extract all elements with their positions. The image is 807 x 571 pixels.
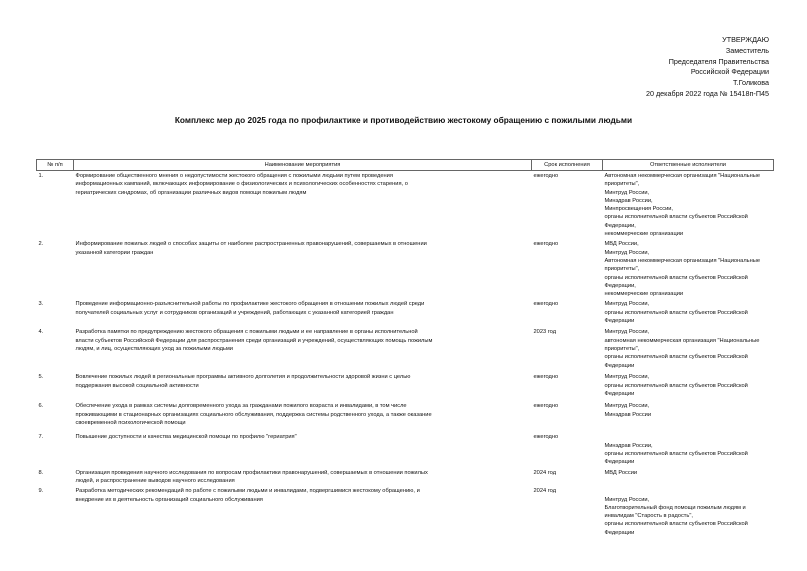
- table-row: [37, 486, 774, 538]
- activity-line: людям, и лиц, осуществляющих уход за пожилыми людьми: [75, 346, 233, 353]
- row-number: 8.: [38, 469, 44, 476]
- row-executors: [603, 486, 774, 538]
- table-row: [37, 327, 774, 372]
- header-number: № п/п: [37, 160, 74, 171]
- approval-position-line: Председателя Правительства: [668, 56, 769, 66]
- row-activity: [74, 239, 532, 299]
- executor-line: Федерации,: [604, 282, 636, 289]
- executor-line: приоритеты",: [604, 346, 640, 353]
- table-row: [37, 401, 774, 432]
- activity-line: Формирование общественного мнения о недопустимости жестокого обращения с пожилыми людьми путем проведения: [75, 173, 393, 179]
- executor-line: органы исполнительной власти субъектов Российской: [604, 382, 748, 389]
- executor-line: Минтруд России,: [604, 329, 650, 336]
- executor-line: [605, 487, 772, 495]
- row-executors: [603, 432, 774, 467]
- activity-line: проживающими в стационарных организациях социального обслуживания, поддержка системы родственного ухода, а также оказание: [75, 411, 432, 418]
- activity-line: Разработка методических рекомендаций по работе с пожилыми людьми и инвалидами, подвергшимися жестокому обращению, и: [75, 488, 420, 495]
- executor-line: МВД России,: [604, 241, 639, 248]
- activity-line: Вовлечение пожилых людей в региональные программы активного долголетия и продолжительности здоровой жизни с целью: [75, 374, 411, 381]
- row-executors: [603, 239, 774, 299]
- document-title: Комплекс мер до 2025 года по профилактике и противодействию жестокому обращению с пожилыми людьми: [174, 115, 633, 125]
- executor-line: Федерации: [604, 391, 635, 398]
- executor-line: Федерации: [604, 318, 635, 325]
- row-number: 9.: [38, 488, 44, 495]
- row-executors: [603, 327, 774, 372]
- executor-line: некоммерческие организации: [604, 231, 684, 238]
- executor-line: МВД России: [604, 469, 638, 476]
- header-term: Срок исполнения: [532, 160, 603, 171]
- activity-line: своевременной психологической помощи: [75, 420, 186, 427]
- executor-line: инвалидам "Старость в радость",: [604, 513, 693, 520]
- row-executors: [603, 468, 774, 487]
- executor-line: Автономная некоммерческая организация "Национальные: [604, 257, 761, 264]
- executor-line: Минтруд России,: [604, 301, 650, 308]
- table-row: [37, 372, 774, 401]
- activity-line: Разработка памятки по предупреждению жестокого обращения с пожилыми людьми и ее направление в органы исполнительной: [75, 329, 418, 336]
- row-number: 5.: [38, 374, 44, 381]
- executor-line: Минтруд России,: [604, 403, 650, 410]
- row-activity: [74, 327, 532, 372]
- row-executors: [603, 299, 774, 327]
- approval-signer: Т.Голикова: [732, 78, 769, 88]
- row-number: 2.: [38, 241, 44, 248]
- executor-line: приоритеты",: [604, 266, 640, 273]
- approval-heading: УТВЕРЖДАЮ: [722, 35, 769, 44]
- row-term: ежегодно: [533, 434, 559, 441]
- executor-line: Федерации: [604, 529, 635, 536]
- row-activity: [74, 299, 532, 327]
- executor-line: Минтруд России,: [604, 496, 650, 503]
- executor-line: Минздрав России,: [604, 442, 653, 449]
- executor-line: автономная некоммерческая организация "Национальные: [604, 337, 760, 344]
- approval-block: [646, 35, 769, 100]
- row-number: 6.: [38, 403, 44, 410]
- activity-line: Информирование пожилых людей о способах защиты от наиболее распространенных правонарушений, совершаемых в отношении: [75, 241, 427, 248]
- table-header-row: [37, 160, 774, 171]
- executor-line: Федерации: [604, 459, 635, 466]
- executor-line: Минздрав России: [604, 411, 652, 418]
- activity-line: получателей социальных услуг и сотрудников организаций и учреждений, работающих с указанной категорией граждан: [75, 309, 394, 316]
- row-executors: [603, 401, 774, 432]
- activity-line: власти субъектов Российской Федерации для распространения среди организаций и учреждений, осуществляющих помощь пожилым: [75, 337, 433, 344]
- table-row: [37, 239, 774, 299]
- row-term: ежегодно: [533, 173, 559, 179]
- executor-line: приоритеты",: [604, 181, 640, 188]
- row-executors: [603, 171, 774, 240]
- activity-line: Проведение информационно-разъяснительной работы по профилактике жестокого обращения в отношении пожилых людей среди: [75, 301, 425, 308]
- row-number: 1.: [38, 173, 44, 179]
- executor-line: Федерации: [604, 362, 635, 369]
- activity-line: людей, и распространение выводов научного исследования: [75, 477, 235, 484]
- header-executors: Ответственные исполнители: [603, 160, 774, 171]
- row-term: ежегодно: [533, 374, 559, 381]
- row-term: 2023 год: [533, 329, 557, 336]
- executor-line: органы исполнительной власти субъектов Российской: [604, 451, 748, 458]
- activity-line: внедрение их в деятельность организаций социального обслуживания: [75, 496, 263, 503]
- measures-table: [36, 159, 774, 538]
- row-executors: [603, 372, 774, 401]
- approval-date-number: 20 декабря 2022 года № 15418п-П45: [645, 88, 769, 98]
- row-term: 2024 год: [533, 469, 557, 476]
- table-row: [37, 171, 774, 240]
- activity-line: Организация проведения научного исследования по вопросам профилактики правонарушений, совершаемых в отношении пожилых: [75, 469, 428, 476]
- approval-position-line: Заместитель: [725, 45, 769, 55]
- executor-line: Благотворительный фонд помощи пожилым людям и: [604, 504, 746, 511]
- table-row: [37, 299, 774, 327]
- row-term: 2024 год: [533, 488, 557, 495]
- row-number: 7.: [38, 434, 44, 441]
- executor-line: органы исполнительной власти субъектов Российской: [604, 354, 748, 361]
- executor-line: органы исполнительной власти субъектов Российской: [604, 309, 748, 316]
- executor-line: некоммерческие организации: [604, 291, 684, 298]
- row-activity: [74, 401, 532, 432]
- executor-line: органы исполнительной власти субъектов Российской: [604, 214, 748, 221]
- row-activity: [74, 468, 532, 487]
- header-activity: Наименование мероприятия: [74, 160, 532, 171]
- executor-line: Минпросвещения России,: [604, 206, 674, 213]
- executor-line: Автономная некоммерческая организация "Национальные: [604, 173, 761, 179]
- executor-line: Федерации,: [604, 222, 636, 229]
- row-term: ежегодно: [533, 241, 559, 248]
- activity-line: Повышение доступности и качества медицинской помощи по профилю "гериатрия": [75, 434, 297, 441]
- activity-line: гериатрических синдромах, об организации различных видов помощи пожилым людям: [75, 189, 307, 196]
- row-activity: [74, 432, 532, 467]
- row-activity: [74, 486, 532, 538]
- approval-position-line: Российской Федерации: [690, 67, 769, 77]
- activity-line: Обеспечение ухода в рамках системы долговременного ухода за гражданами пожилого возраста и инвалидами, в том числе: [75, 403, 407, 410]
- table-row: [37, 468, 774, 487]
- row-term: ежегодно: [533, 301, 559, 308]
- executor-line: Минтруд России,: [604, 249, 650, 256]
- executor-line: Минтруд России,: [604, 189, 650, 196]
- executor-line: органы исполнительной власти субъектов Российской: [604, 521, 748, 528]
- row-term: ежегодно: [533, 403, 559, 410]
- row-activity: [74, 372, 532, 401]
- activity-line: указанной категории граждан: [75, 249, 154, 256]
- executor-line: [605, 433, 772, 441]
- activity-line: поддержания высокой социальной активности: [75, 382, 199, 389]
- activity-line: информационных кампаний, включающих информирование о физиологических и психологических особенностях старения, о: [75, 181, 408, 188]
- row-number: 4.: [38, 329, 44, 336]
- table-row: [37, 432, 774, 467]
- executor-line: органы исполнительной власти субъектов Российской: [604, 274, 748, 281]
- executor-line: Минтруд России,: [604, 374, 650, 381]
- row-number: 3.: [38, 301, 44, 308]
- executor-line: Минздрав России,: [604, 197, 653, 204]
- row-activity: [74, 171, 532, 240]
- table-body: [37, 171, 774, 539]
